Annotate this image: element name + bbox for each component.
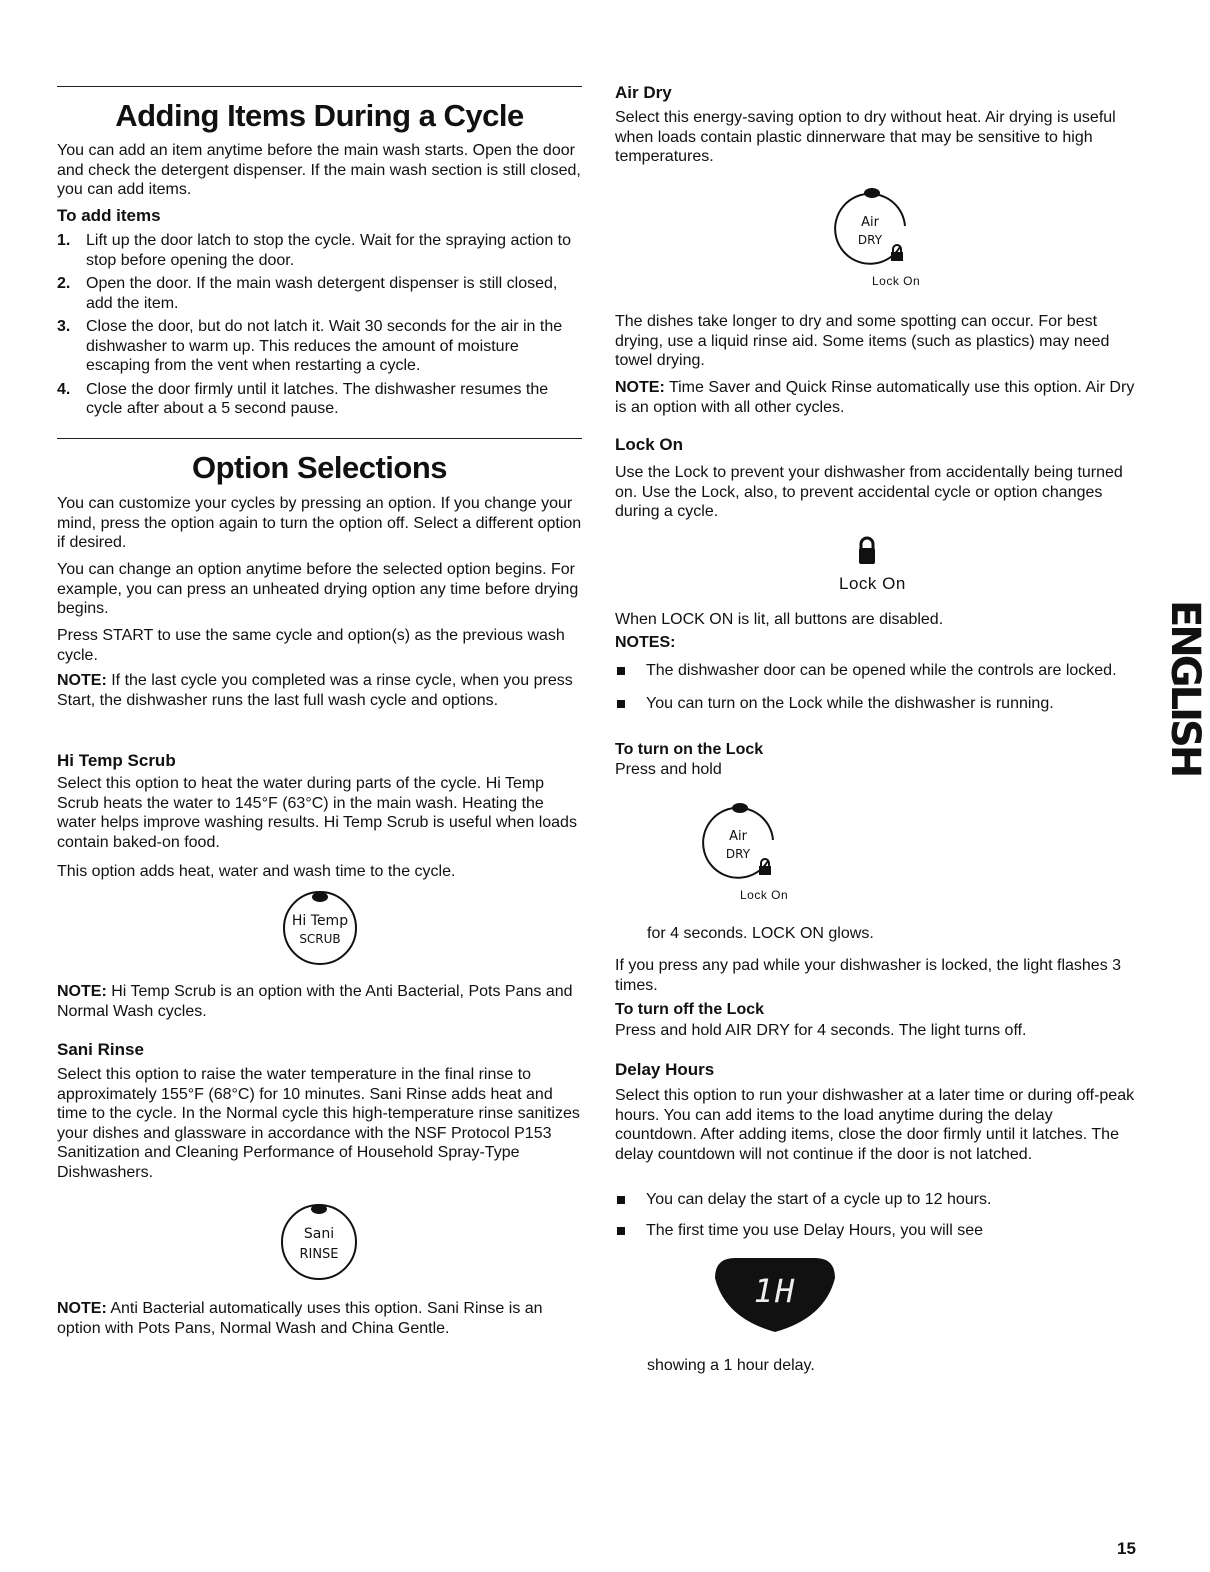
- options-p3: Press START to use the same cycle and option(s) as the previous wash cycle.: [57, 627, 565, 664]
- hi-temp-note: NOTE: Hi Temp Scrub is an option with the Anti Bacterial, Pots Pans and Normal Wash cycles.: [57, 983, 573, 1020]
- lock-on-p2: When LOCK ON is lit, all buttons are disabled.: [615, 611, 944, 628]
- lock-on-caption: Lock On: [740, 888, 789, 902]
- to-add-items-heading: To add items: [57, 206, 161, 225]
- turn-off-lock-heading: To turn off the Lock: [615, 1001, 765, 1018]
- delay-display-icon: [707, 1256, 843, 1336]
- hi-temp-p1: Select this option to heat the water during parts of the cycle. Hi Temp Scrub heats the water to 145°F (63°C) in the main wash. Heating the water helps improve washing results. Hi Temp Scrub is useful when loads contain baked-on food.: [57, 775, 577, 851]
- delay-bullets: [615, 1190, 1137, 1240]
- svg-text:1H: 1H: [753, 1272, 797, 1310]
- svg-text:Sani: Sani: [303, 1226, 335, 1242]
- air-dry-lock-caption: Lock On: [872, 274, 921, 288]
- delay-hours-heading: Delay Hours: [615, 1060, 715, 1079]
- air-dry-p1: Select this energy-saving option to dry without heat. Air drying is useful when loads contain plastic dinnerware that may be sensitive to high temperatures.: [615, 109, 1116, 165]
- svg-text:ENGLISH: ENGLISH: [1162, 600, 1208, 776]
- option-selections-title: Option Selections: [191, 450, 448, 485]
- delay-after-text: showing a 1 hour delay.: [647, 1357, 815, 1374]
- svg-text:Air: Air: [729, 829, 747, 844]
- list-item: You can turn on the Lock while the dishwasher is running.: [615, 694, 1137, 714]
- delay-hours-p1: Select this option to run your dishwasher at a later time or during off-peak hours. You can add items to the load anytime during the delay countdown. After adding items, close the door firmly until it latches. The delay countdown will not continue if the door is not latched.: [615, 1087, 1135, 1163]
- svg-text:SCRUB: SCRUB: [299, 932, 341, 946]
- svg-text:RINSE: RINSE: [299, 1247, 339, 1262]
- list-item: The dishwasher door can be opened while the controls are locked.: [615, 661, 1137, 681]
- air-dry-note: NOTE: Time Saver and Quick Rinse automatically use this option. Air Dry is an option with all other cycles.: [615, 379, 1135, 416]
- options-note: NOTE: If the last cycle you completed was a rinse cycle, when you press Start, the dishwasher runs the last full wash cycle and options.: [57, 672, 573, 709]
- add-items-steps: [57, 231, 582, 423]
- sani-rinse-button-icon: [274, 1196, 364, 1282]
- lock-on-p1: Use the Lock to prevent your dishwasher from accidentally being turned on. Use the Lock, also, to prevent accidental cycle or option changes during a cycle.: [615, 464, 1123, 520]
- turn-on-lock-heading: To turn on the Lock: [615, 741, 764, 758]
- notes-label: NOTES:: [615, 634, 676, 651]
- section-rule: [57, 438, 582, 439]
- hi-temp-p2: This option adds heat, water and wash time to the cycle.: [57, 863, 456, 880]
- page-number: 15: [1117, 1539, 1136, 1558]
- lock-on-p3: If you press any pad while your dishwasher is locked, the light flashes 3 times.: [615, 957, 1122, 994]
- air-dry-heading: Air Dry: [615, 83, 672, 102]
- svg-text:DRY: DRY: [725, 847, 751, 861]
- lock-icon: [858, 536, 876, 566]
- list-item: You can delay the start of a cycle up to 12 hours.: [615, 1190, 1137, 1210]
- adding-intro: You can add an item anytime before the main wash starts. Open the door and check the detergent dispenser. If the main wash section is still closed, you can add items.: [57, 142, 581, 198]
- sani-rinse-note: NOTE: Anti Bacterial automatically uses this option. Sani Rinse is an option with Pots Pans, Normal Wash and China Gentle.: [57, 1300, 543, 1337]
- svg-text:Hi Temp: Hi Temp: [291, 913, 349, 929]
- adding-items-title: Adding Items During a Cycle: [115, 98, 524, 133]
- section-rule: [57, 86, 582, 87]
- step-item: 1. Lift up the door latch to stop the cycle. Wait for the spraying action to stop before opening the door.: [57, 232, 571, 269]
- step-item: 3. Close the door, but do not latch it. Wait 30 seconds for the air in the dishwasher to warm up. This reduces the amount of moisture escaping from the vent when restarting a cycle.: [57, 318, 563, 374]
- lock-on-heading: Lock On: [615, 435, 684, 454]
- hold-text: for 4 seconds. LOCK ON glows.: [647, 925, 874, 942]
- options-p2: You can change an option anytime before the selected option begins. For example, you can press an unheated drying option any time before drying begins.: [57, 561, 579, 617]
- list-item: The first time you use Delay Hours, you will see: [615, 1221, 1137, 1241]
- step-item: 4. Close the door firmly until it latches. The dishwasher resumes the cycle after about a 5 second pause.: [57, 380, 549, 417]
- svg-text:DRY: DRY: [857, 233, 883, 247]
- lock-notes-list: [615, 661, 1137, 713]
- hi-temp-scrub-button-icon: [275, 884, 365, 968]
- hi-temp-heading: Hi Temp Scrub: [57, 751, 176, 770]
- turn-off-lock-text: Press and hold AIR DRY for 4 seconds. The light turns off.: [615, 1022, 1027, 1039]
- language-side-tab: [1150, 598, 1208, 808]
- svg-text:Air: Air: [861, 215, 879, 230]
- step-item: 2. Open the door. If the main wash detergent dispenser is still closed, add the item.: [57, 275, 558, 312]
- air-dry-button-icon-2: [695, 798, 785, 886]
- sani-rinse-heading: Sani Rinse: [57, 1040, 144, 1059]
- sani-rinse-p1: Select this option to raise the water temperature in the final rinse to approximately 155°F (68°C) for 10 minutes. Sani Rinse adds heat and time to the cycle. In the Normal cycle this high-temperature rinse sanitizes your dishes and glassware in accordance with the NSF Protocol P153 Sanitization and Cleaning Performance of Household Spray-Type Dishwashers.: [57, 1066, 580, 1181]
- lock-on-indicator-label: Lock On: [839, 574, 906, 593]
- air-dry-p2: The dishes take longer to dry and some spotting can occur. For best drying, use a liquid rinse aid. Some items (such as plastics) may need towel drying.: [615, 313, 1110, 369]
- air-dry-button-icon: [827, 182, 917, 270]
- turn-on-lock-text: Press and hold: [615, 761, 722, 778]
- options-p1: You can customize your cycles by pressing an option. If you change your mind, press the option again to turn the option off. Select a different option if desired.: [57, 495, 582, 551]
